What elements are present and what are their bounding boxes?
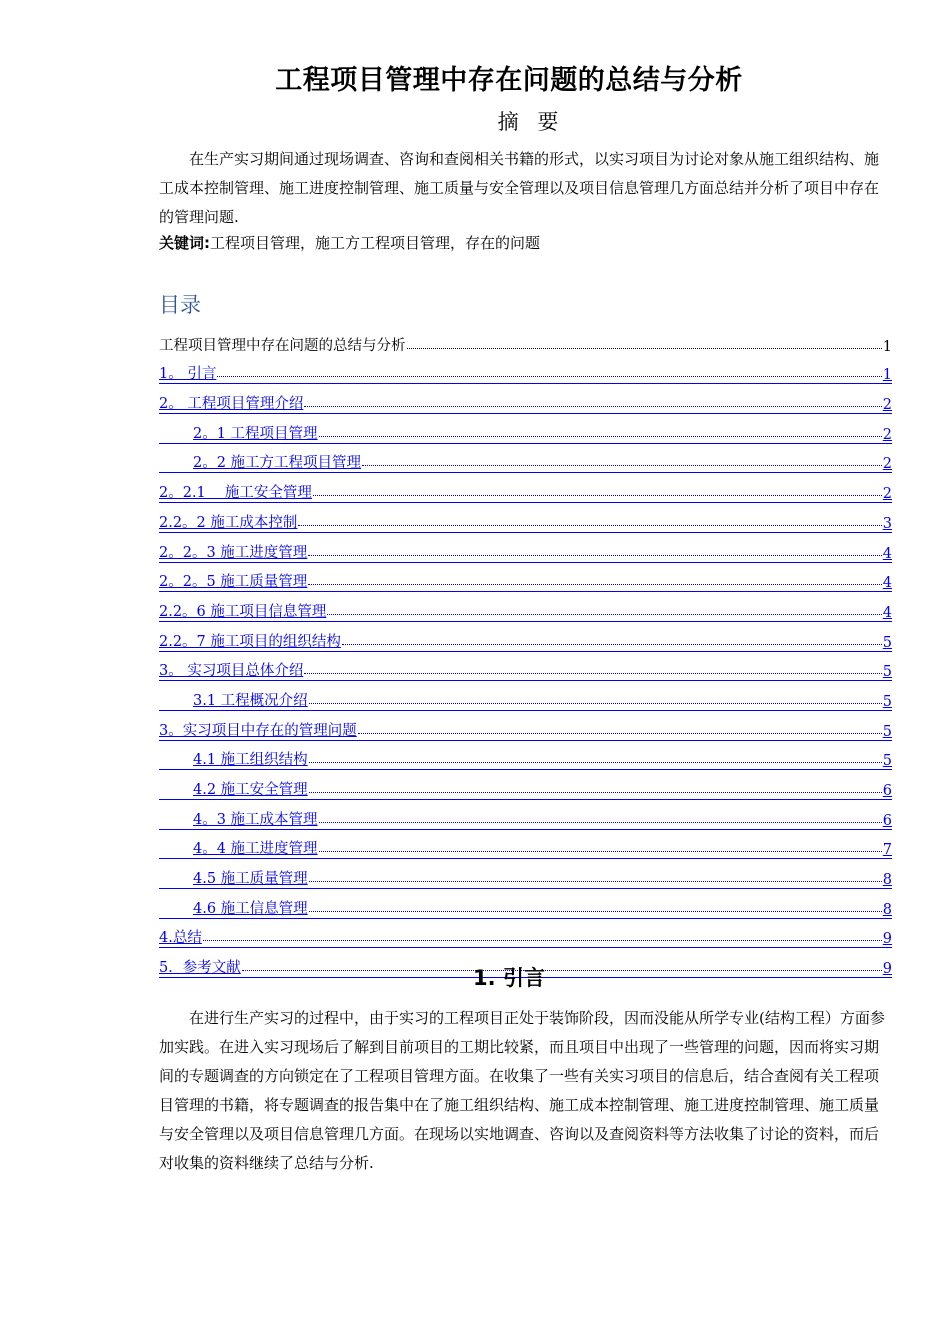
toc-link[interactable]: 5．参考文献 9 xyxy=(159,948,892,978)
toc-link[interactable]: 2.2。2 施工成本控制 3 xyxy=(159,503,892,533)
keywords-text: 工程项目管理，施工方工程项目管理，存在的问题 xyxy=(210,234,541,252)
table-of-contents xyxy=(159,326,892,978)
keywords-line xyxy=(159,229,540,258)
intro-paragraph: 在进行生产实习的过程中，由于实习的工程项目正处于装饰阶段，因而没能从所学专业(结构工程）方面参加实践。在进入实习现场后了解到目前项目的工期比较紧，而且项目中出现了一些管理的问题，因而将实习期间的专题调查的方向锁定在了工程项目管理方面。在收集了一些有关实习项目的信息后，结合查阅有关工程项目管理的书籍，将专题调查的报告集中在了施工组织结构、施工成本控制管理、施工进度控制管理、施工质量与安全管理以及项目信息管理几方面。在现场以实地调查、咨询以及查阅资料等方法收集了讨论的资料，而后对收集的资料继续了总结与分析. xyxy=(159,1009,885,1172)
toc-link[interactable]: 2。2。5 施工质量管理 4 xyxy=(159,563,892,593)
toc-link[interactable]: 4。4 施工进度管理 7 xyxy=(159,830,892,860)
toc-link[interactable]: 4.6 施工信息管理 8 xyxy=(159,889,892,919)
toc-link[interactable]: 1。 引言 1 xyxy=(159,355,892,385)
toc-link[interactable]: 2.2。6 施工项目信息管理 4 xyxy=(159,592,892,622)
toc-link[interactable]: 3。 实习项目总体介绍 5 xyxy=(159,652,892,682)
section-heading: 1. 引言 xyxy=(473,966,545,990)
keywords-label: 关键词: xyxy=(159,234,210,252)
abstract-heading: 摘 要 xyxy=(497,110,565,134)
toc-link[interactable]: 4.总结 9 xyxy=(159,919,892,949)
toc-heading: 目录 xyxy=(159,293,201,317)
toc-link[interactable]: 2。2.1 施工安全管理 2 xyxy=(159,473,892,503)
toc-link[interactable]: 4.1 施工组织结构 5 xyxy=(159,741,892,771)
toc-link[interactable]: 3.1 工程概况介绍 5 xyxy=(159,681,892,711)
toc-link[interactable]: 2。2 施工方工程项目管理 2 xyxy=(159,444,892,474)
toc-link[interactable]: 2.2。7 施工项目的组织结构 5 xyxy=(159,622,892,652)
toc-link[interactable]: 2。2。3 施工进度管理 4 xyxy=(159,533,892,563)
abstract-paragraph: 在生产实习期间通过现场调查、咨询和查阅相关书籍的形式，以实习项目为讨论对象从施工组织结构、施工成本控制管理、施工进度控制管理、施工质量与安全管理以及项目信息管理几方面总结并分析了项目中存在的管理问题. xyxy=(159,150,880,226)
toc-link[interactable]: 3。实习项目中存在的管理问题 5 xyxy=(159,711,892,741)
toc-link[interactable]: 2。 工程项目管理介绍 2 xyxy=(159,384,892,414)
toc-link[interactable]: 4.5 施工质量管理 8 xyxy=(159,859,892,889)
toc-link[interactable]: 4.2 施工安全管理 6 xyxy=(159,770,892,800)
toc-entry[interactable]: 工程项目管理中存在问题的总结与分析 1 xyxy=(159,337,892,355)
toc-link[interactable]: 4。3 施工成本管理 6 xyxy=(159,800,892,830)
toc-link[interactable]: 2。1 工程项目管理 2 xyxy=(159,414,892,444)
document-title: 工程项目管理中存在问题的总结与分析 xyxy=(275,65,743,96)
